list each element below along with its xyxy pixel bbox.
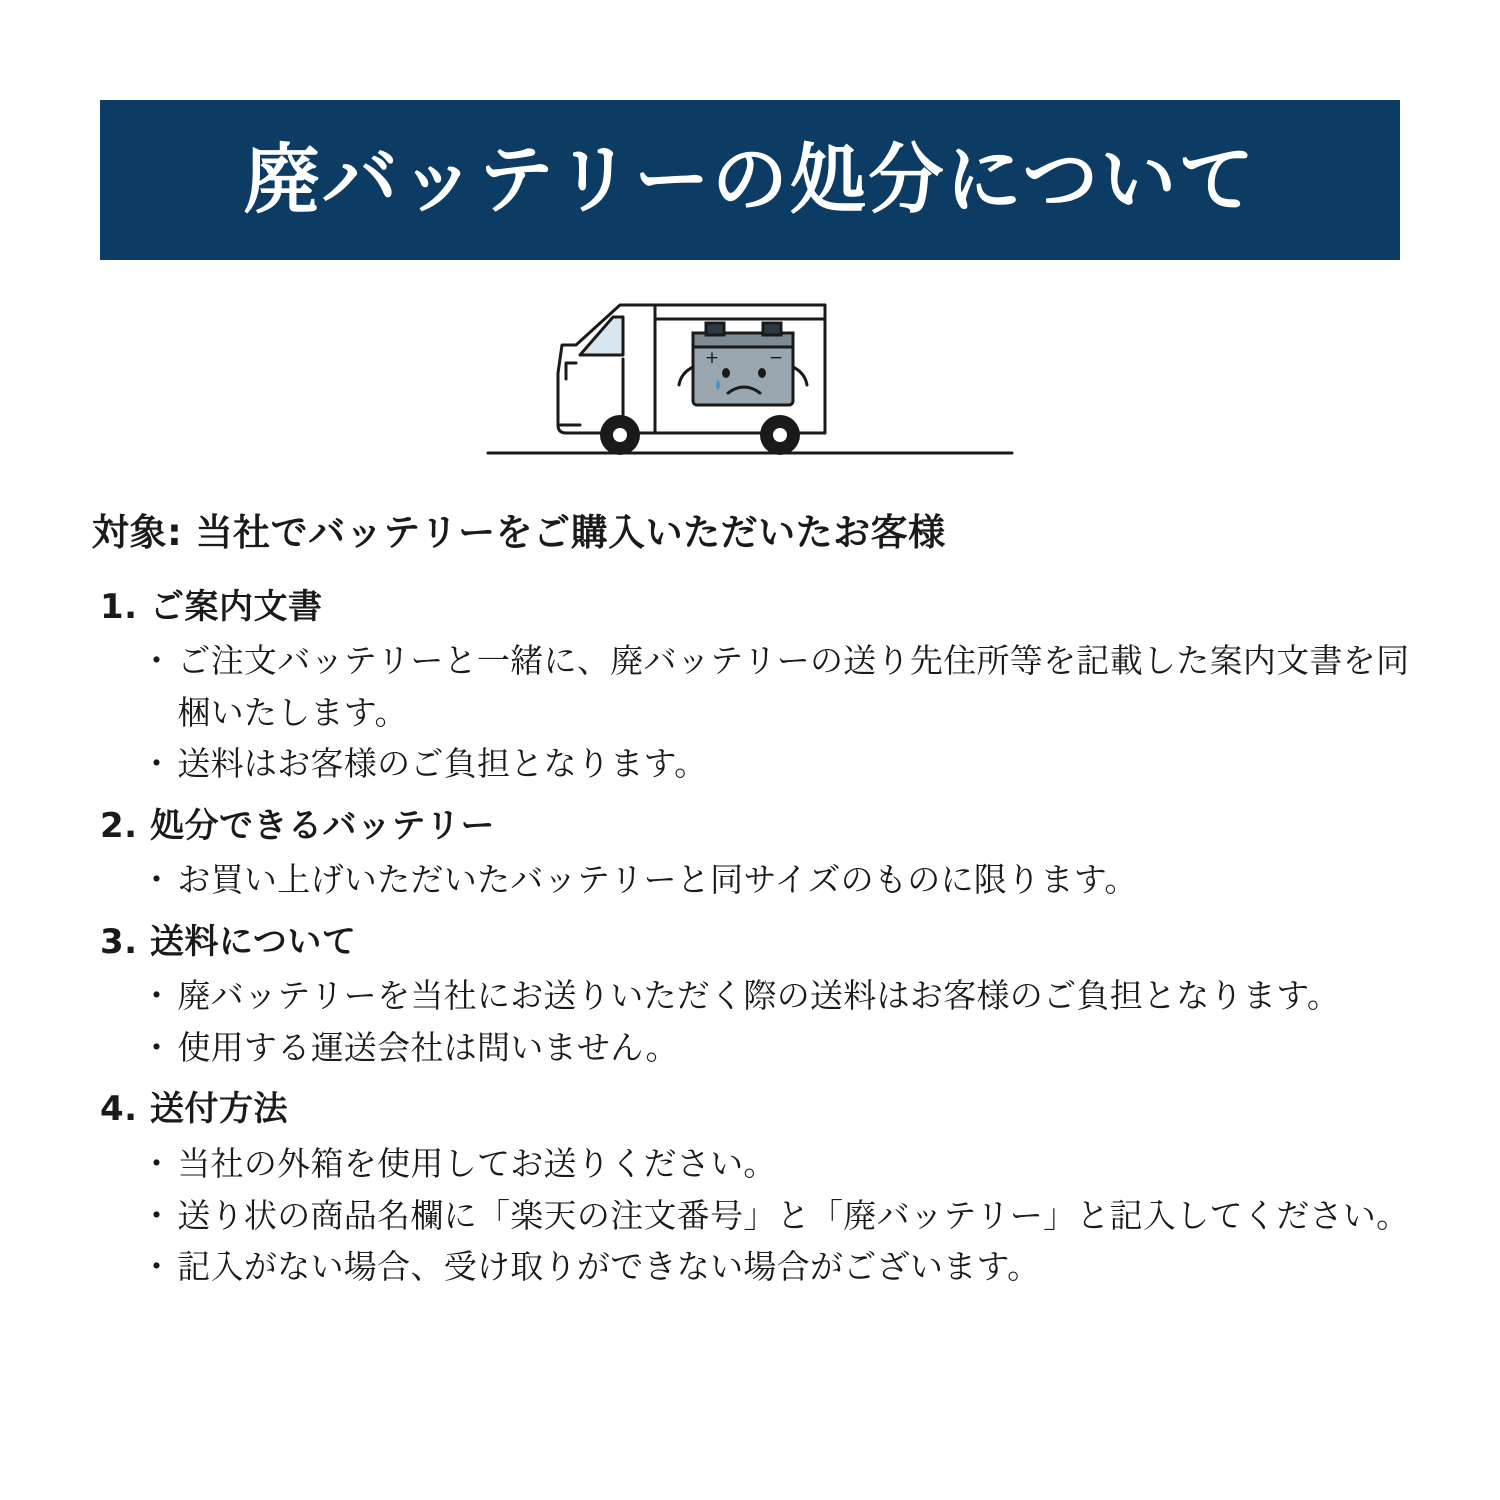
bullet-mark-icon: ・: [140, 1027, 174, 1067]
content-body: [92, 505, 1412, 1302]
section-3: [92, 916, 1412, 1074]
section-2: [92, 800, 1412, 906]
header-banner: [100, 100, 1400, 260]
list-item: [92, 1138, 1412, 1189]
list-item: [92, 854, 1412, 905]
list-item-text: 記入がない場合、受け取りができない場合がございます。: [177, 1247, 1041, 1286]
section-2-number: 2.: [100, 805, 138, 846]
list-item: [92, 1022, 1412, 1073]
section-4: [92, 1083, 1412, 1292]
section-4-heading: [92, 1083, 1412, 1136]
battery-character: [679, 323, 807, 405]
section-2-title: 処分できるバッテリー: [150, 805, 495, 846]
section-1-heading: [92, 581, 1412, 634]
list-item: [92, 1241, 1412, 1292]
section-2-heading: [92, 800, 1412, 853]
svg-text:−: −: [768, 348, 784, 368]
list-item-text: 使用する運送会社は問いません。: [177, 1027, 679, 1067]
section-1-title: ご案内文書: [150, 586, 323, 627]
section-3-bullets: [92, 970, 1412, 1073]
bullet-mark-icon: ・: [140, 1144, 174, 1184]
list-item-text: 廃バッテリーを当社にお送りいただく際の送料はお客様のご負担となります。: [177, 976, 1341, 1016]
list-item-text: お買い上げいただいたバッテリーと同サイズのものに限ります。: [177, 860, 1138, 900]
list-item-text: ご注文バッテリーと一緒に、廃バッテリーの送り先住所等を記載した案内文書を同梱いたします。: [177, 641, 1410, 732]
section-4-bullets: [92, 1138, 1412, 1292]
list-item: [92, 970, 1412, 1021]
bullet-mark-icon: ・: [140, 860, 174, 900]
list-item-text: 送料はお客様のご負担となります。: [177, 744, 708, 784]
list-item: [92, 738, 1412, 789]
list-item-text: 当社の外箱を使用してお送りください。: [177, 1144, 777, 1184]
bullet-mark-icon: ・: [140, 641, 174, 681]
bullet-mark-icon: ・: [140, 976, 174, 1016]
bullet-mark-icon: ・: [140, 1247, 174, 1286]
section-1: [92, 581, 1412, 790]
list-item: [92, 1190, 1412, 1241]
list-item: [92, 635, 1412, 738]
section-4-number: 4.: [100, 1089, 138, 1130]
section-2-bullets: [92, 854, 1412, 905]
section-3-title: 送料について: [150, 921, 357, 962]
svg-text:+: +: [704, 348, 720, 368]
truck-with-battery-illustration: [480, 285, 1020, 475]
section-1-bullets: [92, 635, 1412, 789]
page-title: 廃バッテリーの処分について: [243, 135, 1257, 224]
list-item-text: 送り状の商品名欄に「楽天の注文番号」と「廃バッテリー」と記入してください。: [177, 1195, 1410, 1235]
section-3-heading: [92, 916, 1412, 969]
target-label: 対象: 当社でバッテリーをご購入いただいたお客様: [92, 511, 946, 554]
section-1-number: 1.: [100, 586, 138, 627]
bullet-mark-icon: ・: [140, 1195, 174, 1235]
bullet-mark-icon: ・: [140, 744, 174, 784]
section-4-title: 送付方法: [150, 1089, 288, 1130]
section-3-number: 3.: [100, 921, 138, 962]
